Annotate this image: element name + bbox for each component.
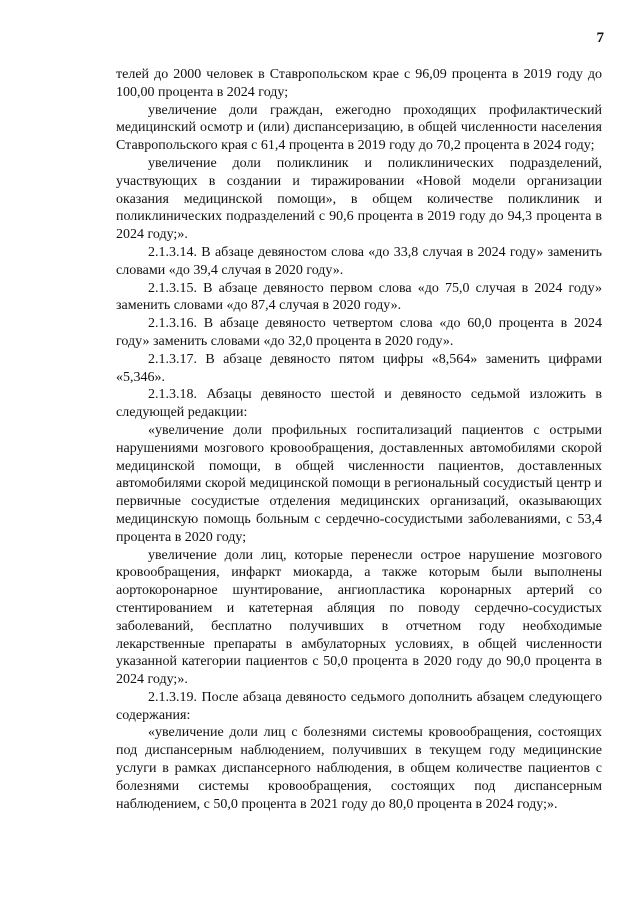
paragraph-11: 2.1.3.19. После абзаца девяносто седьмого дополнить абзацем следующего содержания: [116,689,602,723]
paragraph-4: 2.1.3.14. В абзаце девяностом слова «до 33,8 случая в 2024 году» заменить словами «до 39,4 случая в 2020 году». [116,244,602,278]
paragraph-6: 2.1.3.16. В абзаце девяносто четвертом слова «до 60,0 процента в 2024 году» заменить словами «до 32,0 процента в 2020 году». [116,316,602,349]
paragraph-1: телей до 2000 человек в Ставропольском крае с 96,09 процента в 2019 году до 100,00 процента в 2024 году; [116,67,602,100]
page-number: 7 [596,30,604,46]
document-body [116,66,602,813]
paragraph-3: увеличение доли поликлиник и поликлинических подразделений, участвующих в создании и тиражировании «Новой модели организации оказания медицинской помощи», в общем количестве поликлиник и поликлинических подразделений с 90,6 процента в 2019 году до 94,3 процента в 2024 году;». [116,155,602,243]
paragraph-5: 2.1.3.15. В абзаце девяносто первом слова «до 75,0 случая в 2024 году» заменить словами «до 87,4 случая в 2020 году». [116,280,602,314]
paragraph-8: 2.1.3.18. Абзацы девяносто шестой и девяносто седьмой изложить в следующей редакции: [116,387,602,421]
paragraph-2: увеличение доли граждан, ежегодно проходящих профилактический медицинский осмотр и (или) диспансеризацию, в общей численности населения Ставропольского края с 61,4 процента в 2019 году до 70,2 процента в 2024 году; [116,102,602,154]
paragraph-12: «увеличение доли лиц с болезнями системы кровообращения, состоящих под диспансерным наблюдением, получивших в текущем году медицинские услуги в рамках диспансерного наблюдения, в общем количестве пациентов с болезнями системы кровообращения, состоящих под диспансерным наблюдением, с 50,0 процента в 2021 году до 80,0 процента в 2024 году;». [116,725,602,812]
paragraph-7: 2.1.3.17. В абзаце девяносто пятом цифры «8,564» заменить цифрами «5,346». [116,351,602,385]
paragraph-9: «увеличение доли профильных госпитализаций пациентов с острыми нарушениями мозгового кровообращения, доставленных автомобилями скорой медицинской помощи, в общей численности пациентов, доставленных автомобилями скорой медицинской помощи в региональный сосудистый центр и первичные сосудистые отделения медицинских организаций, оказывающих медицинскую помощь больным с сердечно-сосудистыми заболеваниями, с 53,4 процента в 2020 году; [116,422,602,545]
paragraph-10: увеличение доли лиц, которые перенесли острое нарушение мозгового кровообращения, инфаркт миокарда, а также которым были выполнены аортокоронарное шунтирование, ангиопластика коронарных артерий со стентированием и катетерная абляция по поводу сердечно-сосудистых заболеваний, бесплатно получивших в отчетном году необходимые лекарственные препараты в амбулаторных условиях, в общей численности указанной категории пациентов с 50,0 процента в 2020 году до 90,0 процента в 2024 году;». [116,547,602,688]
